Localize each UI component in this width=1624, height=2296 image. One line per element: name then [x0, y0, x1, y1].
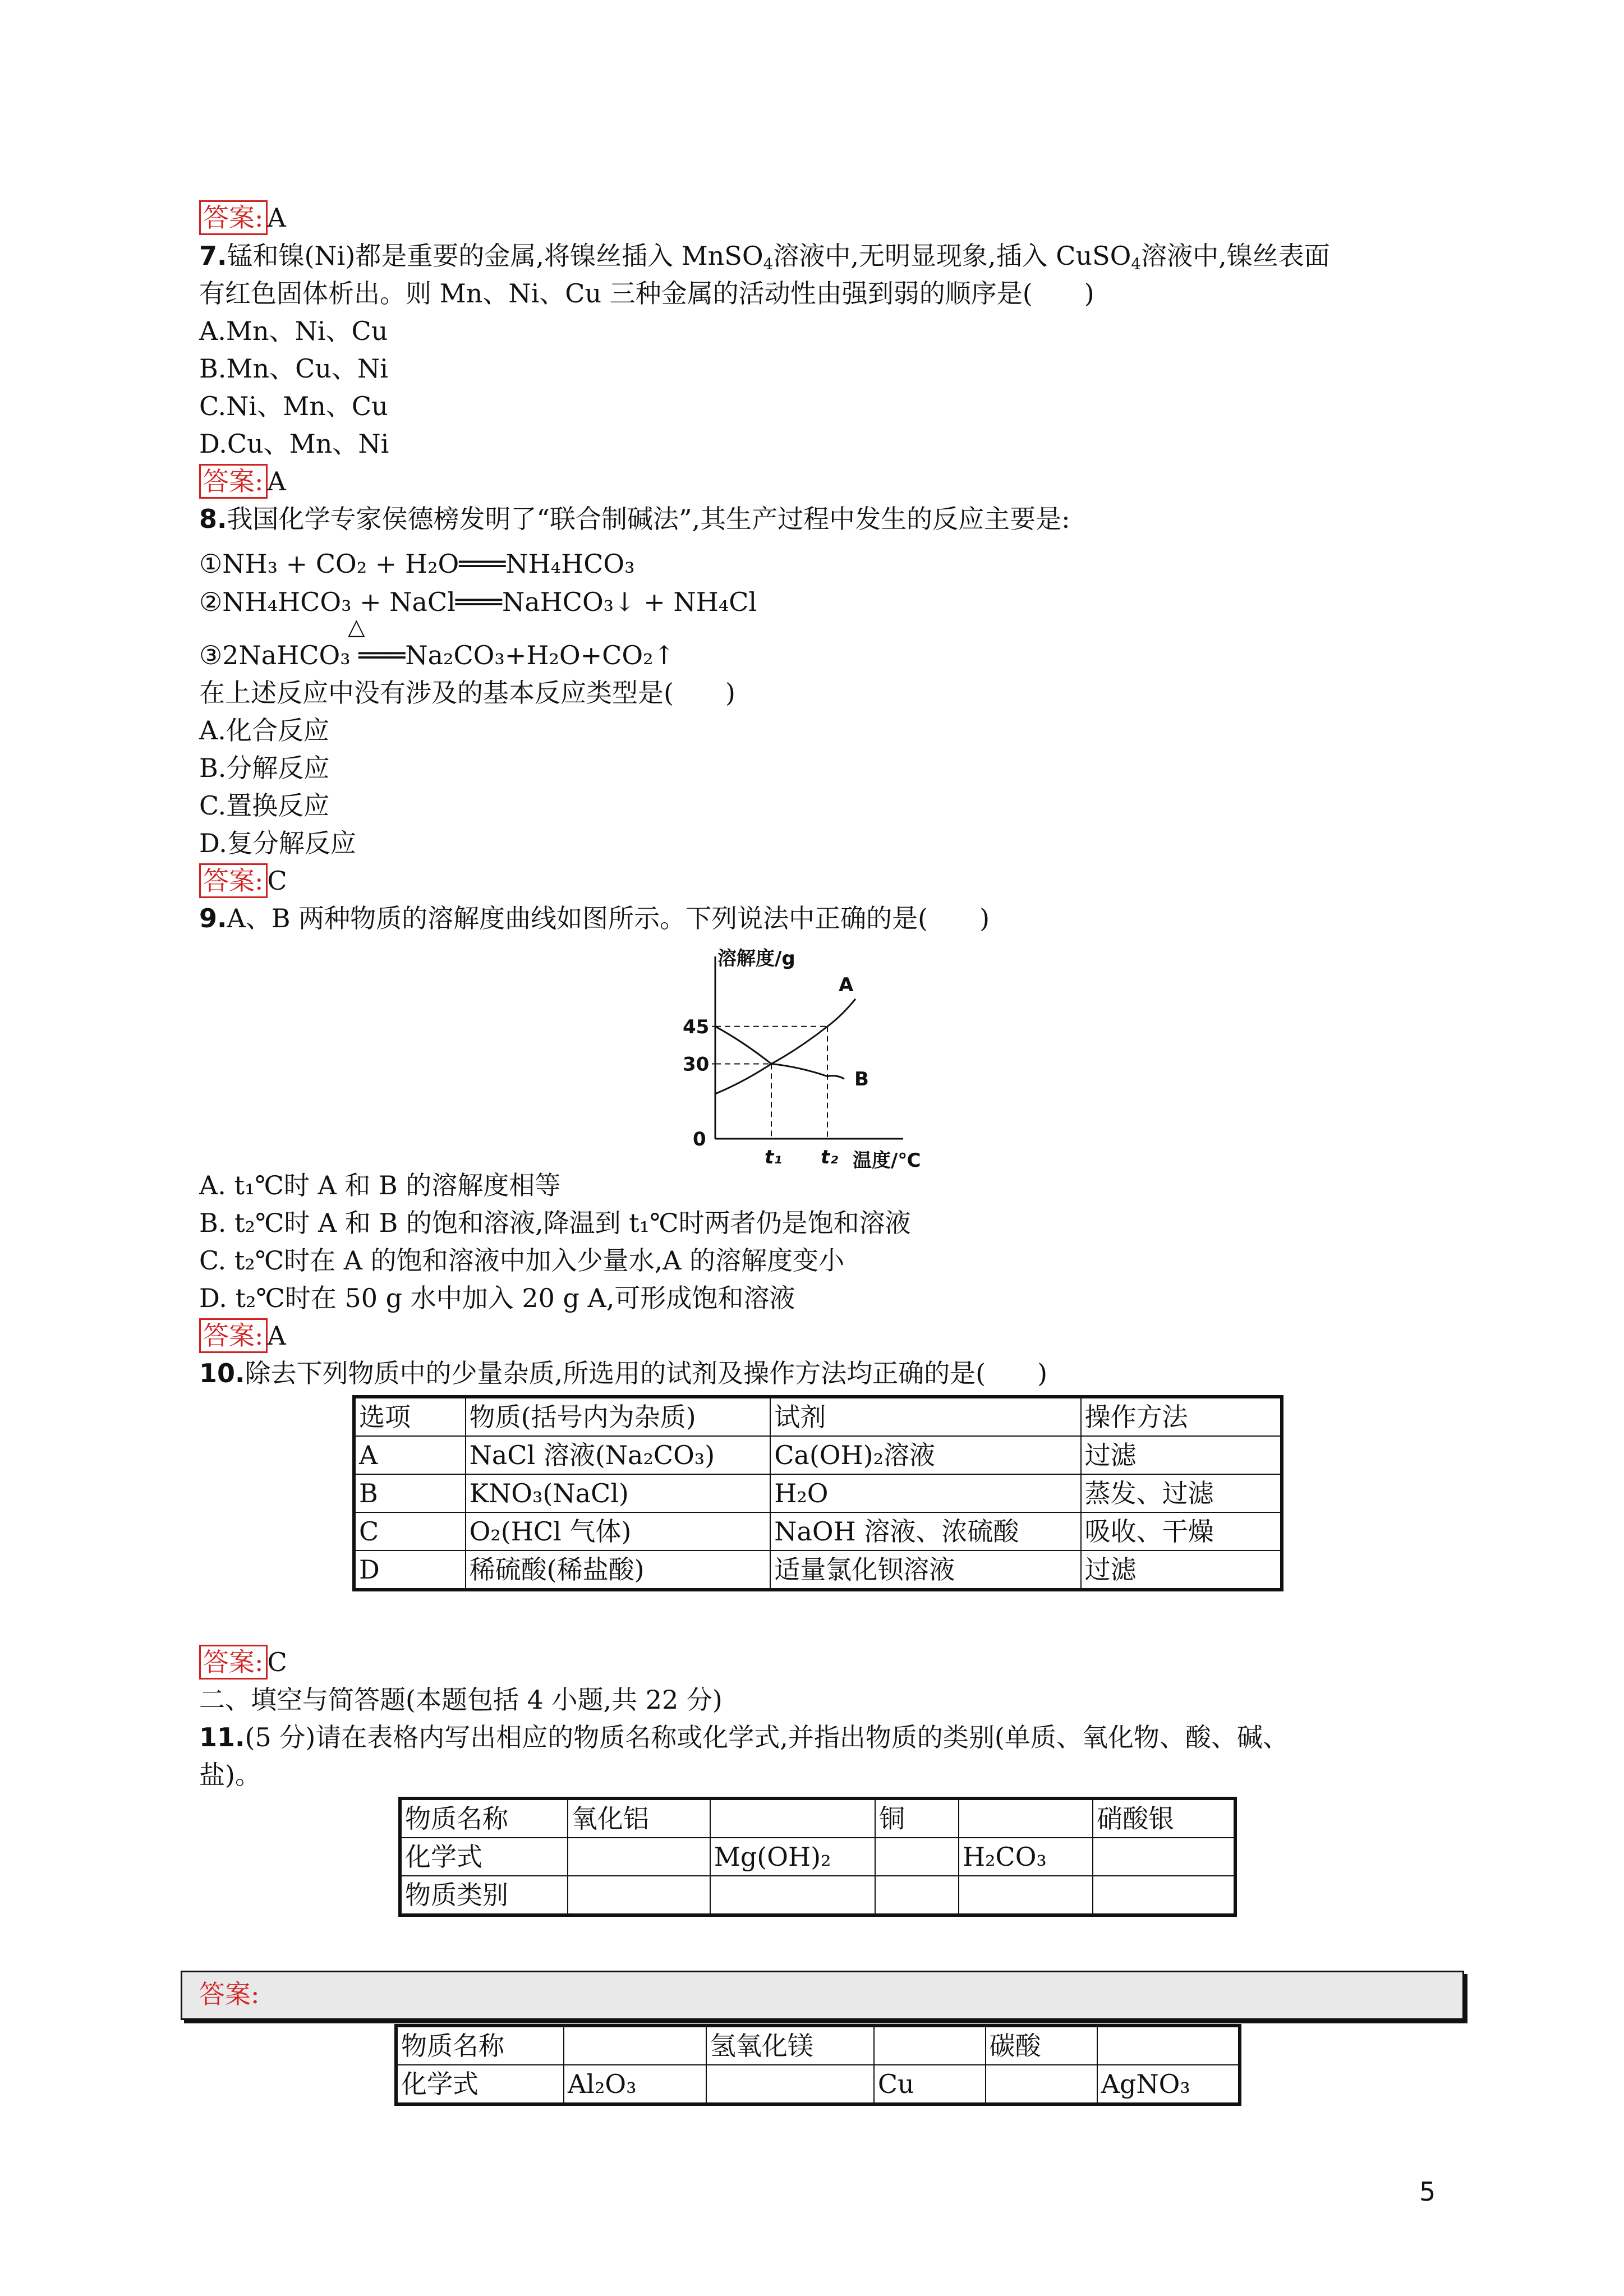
answer-line-q10: [199, 1644, 287, 1681]
question-number: 11.: [199, 1722, 245, 1752]
table-cell: [959, 1798, 1093, 1838]
x-axis-label: 温度/℃: [853, 1149, 921, 1172]
answer-line-q6: [199, 199, 286, 236]
series-a-curve: [715, 999, 855, 1094]
series-a-label: A: [839, 973, 854, 996]
q9-option-b: B. t₂℃时 A 和 B 的饱和溶液,降温到 t₁℃时两者仍是饱和溶液: [199, 1208, 911, 1238]
q11-stem-line1: 11.(5 分)请在表格内写出相应的物质名称或化学式,并指出物质的类别(单质、氧化物、酸、碱、: [199, 1722, 1289, 1752]
table-cell: [710, 1876, 875, 1915]
question-number: 7.: [199, 241, 227, 271]
section-heading: 二、填空与简答题(本题包括 4 小题,共 22 分): [199, 1685, 723, 1715]
table-cell: KNO₃(NaCl): [466, 1474, 771, 1512]
q8-option-a: A.化合反应: [199, 715, 329, 746]
q11-table: [398, 1797, 1237, 1917]
q10-stem: 10.除去下列物质中的少量杂质,所选用的试剂及操作方法均正确的是( ): [199, 1358, 1048, 1388]
answer-value: A: [267, 1320, 286, 1351]
answer-banner: [181, 1971, 1464, 2020]
answer-value: C: [267, 866, 287, 896]
table-cell: [710, 1798, 875, 1838]
table-cell: [706, 2065, 874, 2104]
y-axis-label: 溶解度/g: [717, 948, 795, 970]
heat-symbol: △: [348, 614, 365, 640]
series-b-label: B: [854, 1068, 869, 1091]
reaction-2: ②NH₄HCO₃ + NaCl═══NaHCO₃↓ + NH₄Cl: [199, 587, 757, 617]
table-cell: 稀硫酸(稀盐酸): [466, 1550, 771, 1590]
table-cell: 化学式: [396, 2065, 564, 2104]
q9-option-c: C. t₂℃时在 A 的饱和溶液中加入少量水,A 的溶解度变小: [199, 1245, 845, 1276]
question-number: 10.: [199, 1358, 245, 1388]
table-cell: 化学式: [400, 1838, 568, 1876]
solubility-chart: [662, 948, 965, 1172]
table-cell: NaOH 溶液、浓硫酸: [770, 1512, 1080, 1550]
q8-option-b: B.分解反应: [199, 753, 330, 783]
reaction-1: ①NH₃ + CO₂ + H₂O═══NH₄HCO₃: [199, 549, 635, 579]
series-b-curve: [715, 1027, 844, 1079]
table-row: [354, 1474, 1282, 1512]
table-cell: NaCl 溶液(Na₂CO₃): [466, 1436, 771, 1474]
table-row: [400, 1798, 1235, 1838]
table-header-cell: 物质(括号内为杂质): [466, 1397, 771, 1436]
table-cell: 适量氯化钡溶液: [770, 1550, 1080, 1590]
table-cell: Ca(OH)₂溶液: [770, 1436, 1080, 1474]
q7-stem-line1: 7.锰和镍(Ni)都是重要的金属,将镍丝插入 MnSO$_4$溶液中,无明显现象,插入 CuSO$_4$溶液中,镍丝表面: [199, 241, 1330, 273]
table-header-cell: 操作方法: [1081, 1397, 1282, 1436]
q7-option-d: D.Cu、Mn、Ni: [199, 429, 389, 459]
table-cell: O₂(HCl 气体): [466, 1512, 771, 1550]
x-tick-label: t₂: [821, 1146, 839, 1168]
answer-label: 答案:: [199, 1979, 260, 2009]
table-cell: 铜: [875, 1798, 959, 1838]
q9-option-d: D. t₂℃时在 50 g 水中加入 20 g A,可形成饱和溶液: [199, 1283, 795, 1313]
table-cell: [1097, 2026, 1240, 2065]
answer-label: 答案:: [199, 1318, 268, 1353]
q11-answer-table: [394, 2024, 1241, 2106]
table-row: [354, 1550, 1282, 1590]
table-cell: 氧化铝: [568, 1798, 710, 1838]
table-cell: 物质名称: [396, 2026, 564, 2065]
q7-stem-line2: 有红色固体析出。则 Mn、Ni、Cu 三种金属的活动性由强到弱的顺序是( ): [199, 278, 1094, 309]
table-cell: A: [354, 1436, 466, 1474]
table-cell: [568, 1838, 710, 1876]
table-cell: [1093, 1876, 1235, 1915]
q9-option-a: A. t₁℃时 A 和 B 的溶解度相等: [199, 1170, 561, 1200]
table-cell: B: [354, 1474, 466, 1512]
table-row: [354, 1512, 1282, 1550]
q7-option-a: A.Mn、Ni、Cu: [199, 316, 388, 346]
table-cell: Al₂O₃: [564, 2065, 706, 2104]
table-cell: 硝酸银: [1093, 1798, 1235, 1838]
table-header-row: [354, 1397, 1282, 1436]
table-cell: D: [354, 1550, 466, 1590]
q7-option-c: C.Ni、Mn、Cu: [199, 391, 388, 421]
q8-option-c: C.置换反应: [199, 790, 330, 821]
table-cell: 蒸发、过滤: [1081, 1474, 1282, 1512]
table-cell: 氢氧化镁: [706, 2026, 874, 2065]
table-cell: AgNO₃: [1097, 2065, 1240, 2104]
table-row: [396, 2065, 1240, 2104]
table-header-cell: 选项: [354, 1397, 466, 1436]
q9-stem: 9.A、B 两种物质的溶解度曲线如图所示。下列说法中正确的是( ): [199, 903, 990, 933]
answer-line-q9: [199, 1317, 286, 1354]
q8-stem: 8.我国化学专家侯德榜发明了“联合制碱法”,其生产过程中发生的反应主要是:: [199, 504, 1070, 534]
answer-line-q7: [199, 463, 286, 500]
table-row: [396, 2026, 1240, 2065]
table-cell: Cu: [874, 2065, 986, 2104]
table-cell: [875, 1838, 959, 1876]
reaction-3: ③2NaHCO₃ ═══Na₂CO₃+H₂O+CO₂↑: [199, 640, 675, 670]
table-cell: C: [354, 1512, 466, 1550]
question-number: 9.: [199, 903, 227, 933]
table-cell: [986, 2065, 1097, 2104]
x-tick-label: t₁: [765, 1146, 783, 1168]
table-cell: H₂O: [770, 1474, 1080, 1512]
table-cell: [959, 1876, 1093, 1915]
table-cell: H₂CO₃: [959, 1838, 1093, 1876]
table-cell: [875, 1876, 959, 1915]
answer-value: C: [267, 1647, 287, 1677]
answer-label: 答案:: [199, 200, 268, 235]
answer-label: 答案:: [199, 1645, 268, 1680]
table-cell: 过滤: [1081, 1550, 1282, 1590]
q8-option-d: D.复分解反应: [199, 828, 356, 858]
answer-line-q8: [199, 862, 287, 899]
answer-value: A: [267, 466, 286, 496]
q7-option-b: B.Mn、Cu、Ni: [199, 353, 388, 384]
table-cell: 吸收、干燥: [1081, 1512, 1282, 1550]
table-cell: Mg(OH)₂: [710, 1838, 875, 1876]
table-row: [400, 1876, 1235, 1915]
answer-label: 答案:: [199, 464, 268, 499]
answer-label: 答案:: [199, 863, 268, 898]
q10-table: [352, 1395, 1283, 1591]
y-tick-label: 0: [693, 1128, 706, 1151]
table-cell: 物质名称: [400, 1798, 568, 1838]
q11-stem-line2: 盐)。: [199, 1760, 261, 1790]
table-header-cell: 试剂: [770, 1397, 1080, 1436]
y-tick-label: 30: [683, 1053, 710, 1076]
table-row: [400, 1838, 1235, 1876]
table-row: [354, 1436, 1282, 1474]
q8-question: 在上述反应中没有涉及的基本反应类型是( ): [199, 678, 735, 708]
table-cell: [1093, 1838, 1235, 1876]
answer-value: A: [267, 203, 286, 233]
table-cell: 物质类别: [400, 1876, 568, 1915]
page-number: 5: [1419, 2177, 1436, 2207]
table-cell: 碳酸: [986, 2026, 1097, 2065]
table-cell: 过滤: [1081, 1436, 1282, 1474]
table-cell: [564, 2026, 706, 2065]
y-tick-label: 45: [683, 1015, 710, 1038]
table-cell: [874, 2026, 986, 2065]
question-number: 8.: [199, 504, 227, 534]
table-cell: [568, 1876, 710, 1915]
